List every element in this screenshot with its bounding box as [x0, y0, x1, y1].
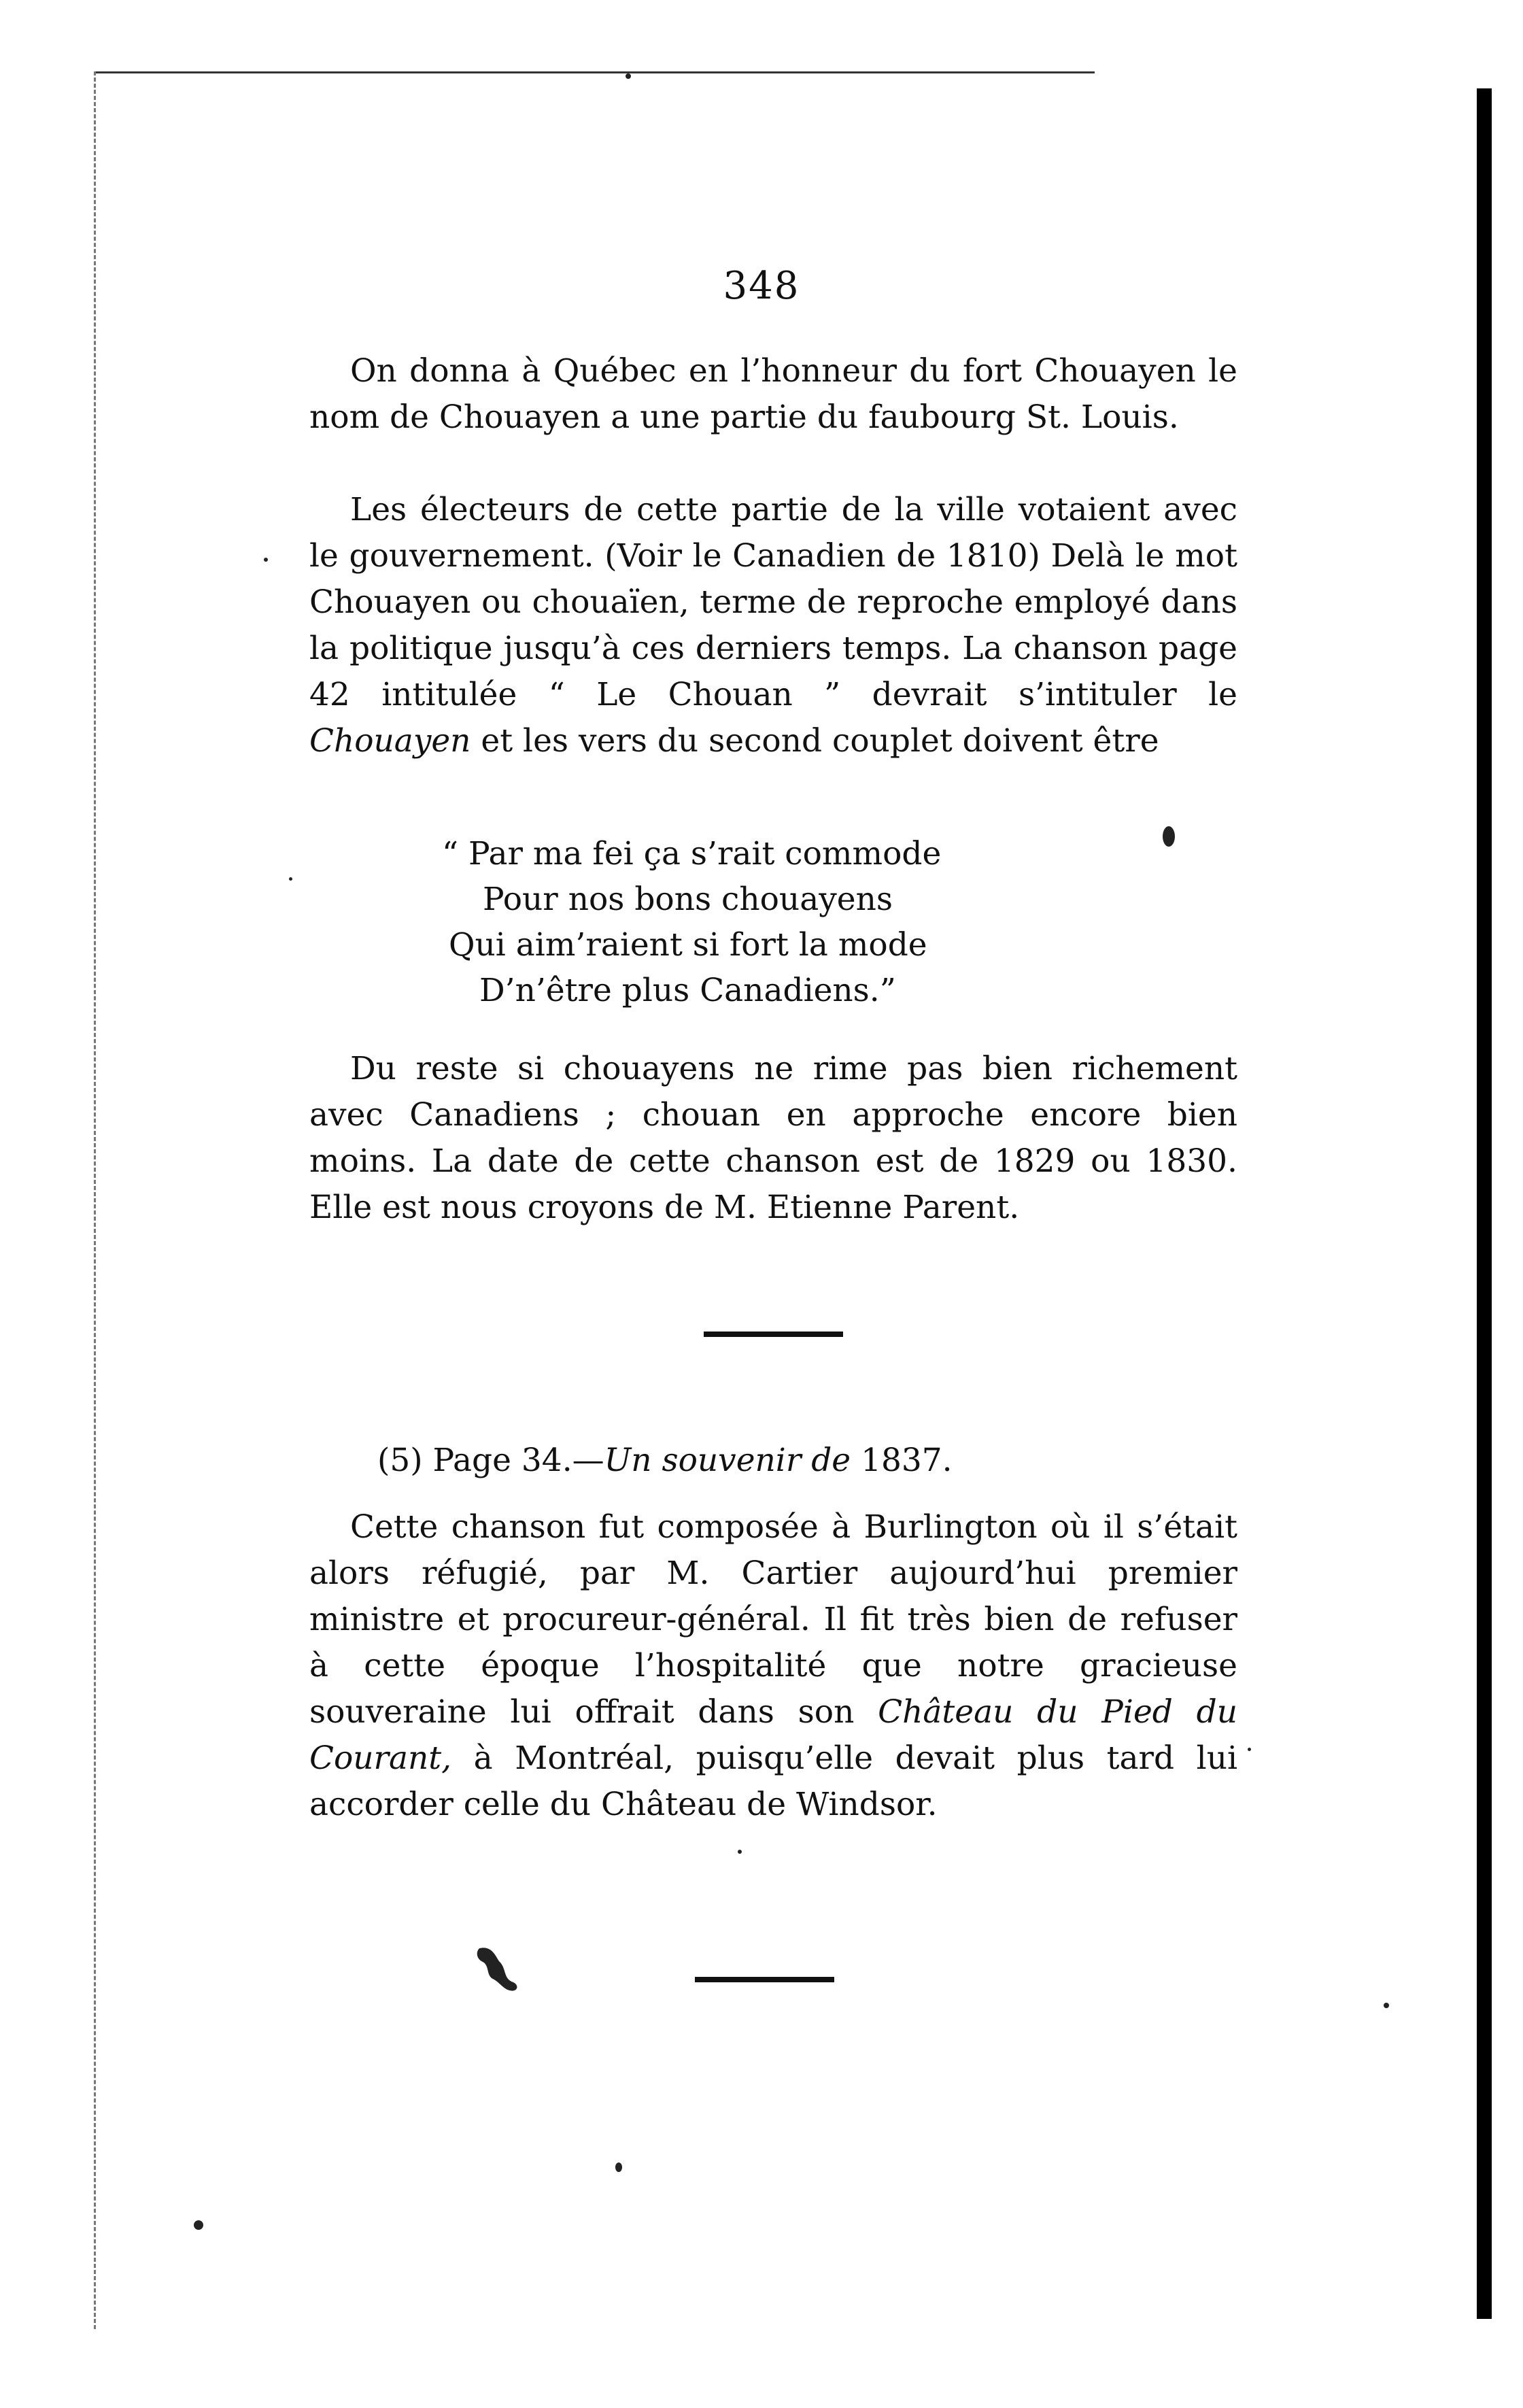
note-paragraph [309, 1504, 1237, 1828]
verse-block [442, 831, 941, 1013]
ink-speck [1384, 2003, 1389, 2008]
note-text-a: Cette chanson fut composée à Burlington où il s’était alors réfugié, par M. Cartier aujourd’hui premier ministre et procureur-général. Il fit très bien de refuser à cette époque l’hospitalité que notre gracieuse souveraine lui offrait dans son [309, 1508, 1237, 1731]
section-divider [704, 1332, 843, 1337]
ink-speck [1163, 826, 1175, 847]
paragraph-2 [309, 487, 1237, 764]
note-text-b: à Montréal, puisqu’elle devait plus tard lui accorder celle du Château de Windsor. [309, 1740, 1237, 1823]
page-left-border [94, 71, 96, 2329]
end-divider [695, 1977, 834, 1982]
paragraph-3 [309, 1046, 1237, 1231]
ink-speck [738, 1850, 742, 1854]
ink-speck [194, 2220, 203, 2230]
ink-speck [264, 558, 268, 562]
verse-line: “ Par ma fei ça s’rait commode [442, 835, 942, 872]
verse-line: D’n’être plus Canadiens.” [479, 972, 896, 1009]
note-prefix: (5) Page 34.— [377, 1442, 604, 1479]
ink-speck [1248, 1748, 1251, 1751]
page-top-border [95, 71, 1095, 73]
paragraph-3-text: Du reste si chouayens ne rime pas bien richement avec Canadiens ; chouan en approche encore bien moins. La date de cette chanson est de 1829 ou 1830. Elle est nous croyons de M. Etienne Parent. [309, 1050, 1237, 1226]
ink-speck [615, 2163, 622, 2172]
paragraph-2-text-a: Les électeurs de cette partie de la ville votaient avec le gouvernement. (Voir le Canadien de 1810) Delà le mot Chouayen ou chouaïen, terme de reproche employé dans la politique jusqu’à ces derniers temps. La chanson page 42 intitulée “ Le Chouan ” devrait s’intituler le [309, 491, 1237, 713]
paragraph-2-text-b: et les vers du second couplet doivent être [470, 722, 1159, 760]
ink-blot-ornament [473, 1941, 527, 1996]
paragraph-2-italic: Chouayen [309, 722, 471, 760]
paragraph-1 [309, 348, 1237, 441]
ink-speck [626, 73, 631, 79]
page-number: 348 [723, 264, 800, 308]
verse-line: Pour nos bons chouayens [483, 881, 893, 918]
verse-line: Qui aim’raient si fort la mode [449, 926, 927, 964]
note-title: Un souvenir de [604, 1442, 851, 1479]
scan-edge-bar [1477, 88, 1492, 2319]
paragraph-1-text: On donna à Québec en l’honneur du fort Chouayen le nom de Chouayen a une partie du faubourg St. Louis. [309, 352, 1237, 436]
note-italic: Château du Pied du Courant, [309, 1693, 1237, 1777]
note-heading [377, 1438, 953, 1484]
note-year: 1837. [851, 1442, 953, 1479]
ink-speck [289, 877, 292, 881]
